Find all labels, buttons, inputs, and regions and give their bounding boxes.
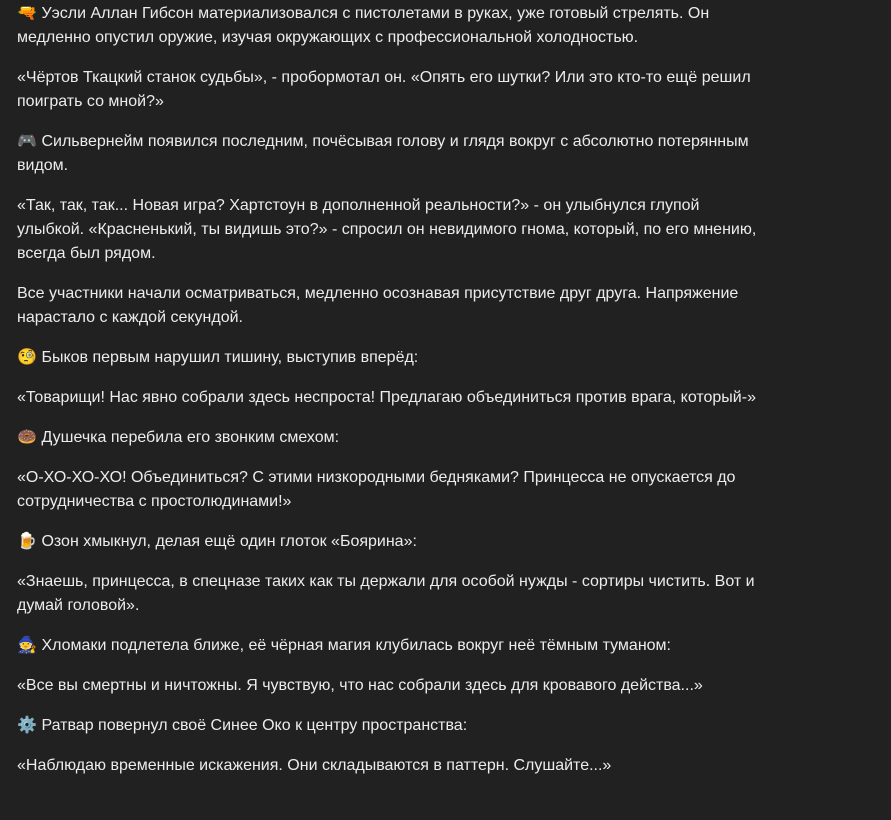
paragraph-dushechka-quote: «О-ХО-ХО-ХО! Объединиться? С этими низкородными бедняками? Принцесса не опускается до сотрудничества с простолюдинами!» bbox=[17, 469, 736, 510]
paragraph-silvername-quote: «Так, так, так... Новая игра? Хартстоун в дополненной реальности?» - он улыбнулся глупой улыбкой. «Красненький, ты видишь это?» - спросил он невидимого гнома, который, по его мнению, всегда был рядом. bbox=[17, 197, 757, 262]
monocle-face-icon: 🧐 bbox=[17, 349, 37, 366]
paragraph-ratvar-quote: «Наблюдаю временные искажения. Они складываются в паттерн. Слушайте...» bbox=[17, 757, 612, 774]
gamepad-icon: 🎮 bbox=[17, 133, 37, 150]
paragraph-hlomaki: 🧙 Хломаки подлетела ближе, её чёрная магия клубилась вокруг неё тёмным туманом: bbox=[17, 634, 762, 658]
paragraph-silvername: 🎮 Сильвернейм появился последним, почёсывая голову и глядя вокруг с абсолютно потерянным видом. bbox=[17, 130, 762, 178]
paragraph-ratvar: ⚙️ Ратвар повернул своё Синее Око к центру пространства: bbox=[17, 714, 762, 738]
paragraph-wesley: 🔫 Уэсли Аллан Гибсон материализовался с пистолетами в руках, уже готовый стрелять. Он медленно опустил оружие, изучая окружающих с профессиональной холодностью. bbox=[17, 2, 762, 50]
mage-icon: 🧙 bbox=[17, 637, 37, 654]
paragraph-ozon: 🍺 Озон хмыкнул, делая ещё один глоток «Боярина»: bbox=[17, 530, 762, 554]
paragraph-tension: Все участники начали осматриваться, медленно осознавая присутствие друг друга. Напряжение нарастало с каждой секундой. bbox=[17, 285, 739, 326]
donut-icon: 🍩 bbox=[17, 429, 37, 446]
pistol-icon: 🔫 bbox=[17, 5, 37, 22]
story-text bbox=[17, 2, 762, 794]
paragraph-dushechka: 🍩 Душечка перебила его звонким смехом: bbox=[17, 426, 762, 450]
beer-icon: 🍺 bbox=[17, 533, 37, 550]
gear-icon: ⚙️ bbox=[17, 717, 37, 734]
paragraph-bykov-quote: «Товарищи! Нас явно собрали здесь неспроста! Предлагаю объединиться против врага, который-» bbox=[17, 389, 756, 406]
paragraph-hlomaki-quote: «Все вы смертны и ничтожны. Я чувствую, что нас собрали здесь для кровавого действа...» bbox=[17, 677, 703, 694]
paragraph-bykov: 🧐 Быков первым нарушил тишину, выступив вперёд: bbox=[17, 346, 762, 370]
paragraph-wesley-quote: «Чёртов Ткацкий станок судьбы», - пробормотал он. «Опять его шутки? Или это кто-то ещё решил поиграть со мной?» bbox=[17, 69, 751, 110]
paragraph-ozon-quote: «Знаешь, принцесса, в спецназе таких как ты держали для особой нужды - сортиры чистить. Вот и думай головой». bbox=[17, 573, 755, 614]
